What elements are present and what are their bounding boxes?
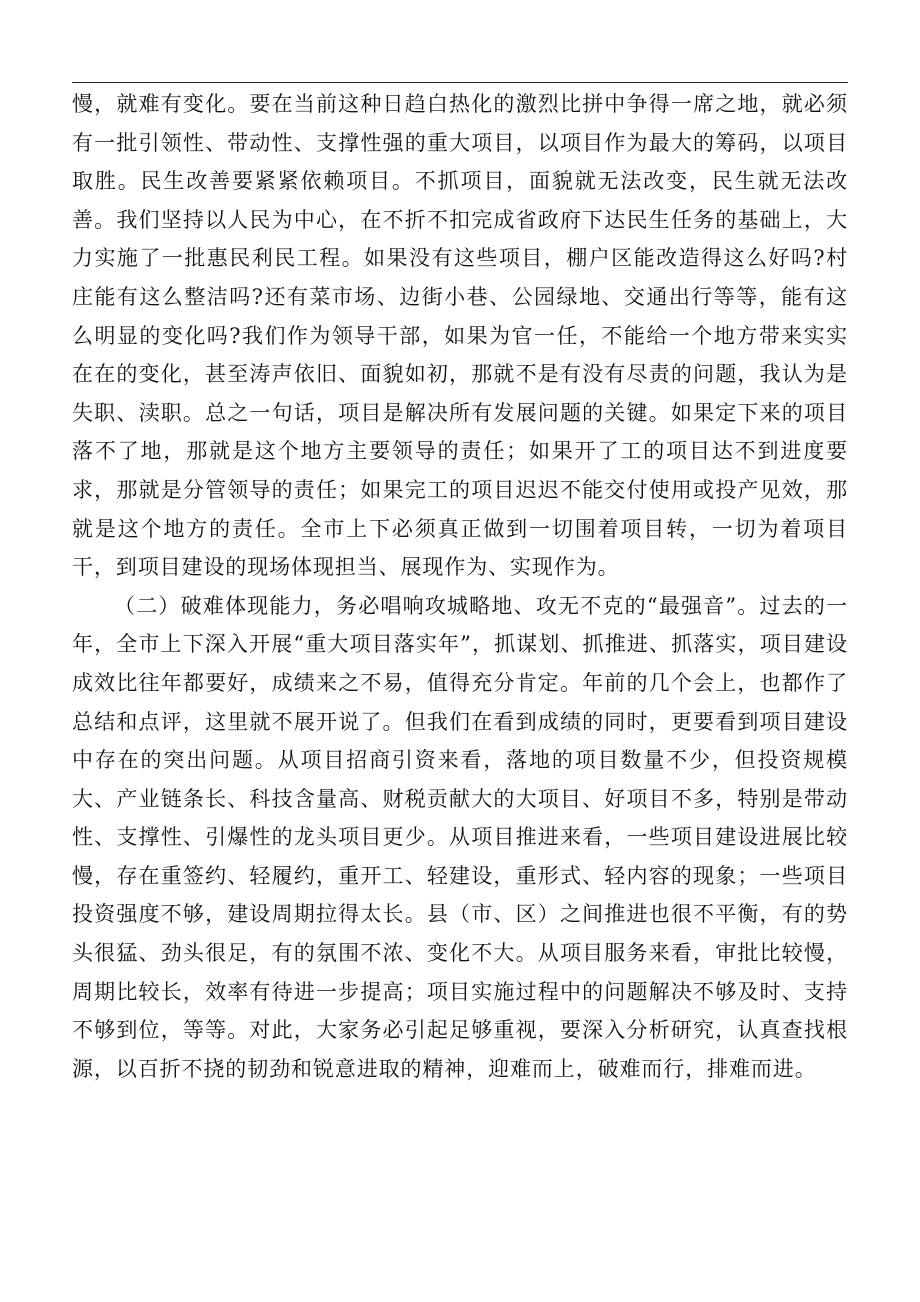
paragraph-section-two: （二）破难体现能力，务必唱响攻城略地、攻无不克的“最强音”。过去的一年，全市上下深入开展“重大项目落实年”，抓谋划、抓推进、抓落实，项目建设成效比往年都要好，成绩来之不易，值得充分肯定。年前的几个会上，也都作了总结和点评，这里就不展开说了。但我们在看到成绩的同时，更要看到项目建设中存在的突出问题。从项目招商引资来看，落地的项目数量不少，但投资规模大、产业链条长、科技含量高、财税贡献大的大项目、好项目不多，特别是带动性、支撑性、引爆性的龙头项目更少。从项目推进来看，一些项目建设进展比较慢，存在重签约、轻履约，重开工、轻建设，重形式、轻内容的现象；一些项目投资强度不够，建设周期拉得太长。县（市、区）之间推进也很不平衡，有的势头很猛、劲头很足，有的氛围不浓、变化不大。从项目服务来看，审批比较慢，周期比较长，效率有待进一步提高；项目实施过程中的问题解决不够及时、支持不够到位，等等。对此，大家务必引起足够重视，要深入分析研究，认真查找根源，以百折不挠的韧劲和锐意进取的精神，迎难而上，破难而行，排难而进。 (72, 593, 848, 1081)
paragraph-continued: 慢，就难有变化。要在当前这种日趋白热化的激烈比拼中争得一席之地，就必须有一批引领性、带动性、支撑性强的重大项目，以项目作为最大的筹码，以项目取胜。民生改善要紧紧依赖项目。不抓项目，面貌就无法改变，民生就无法改善。我们坚持以人民为中心，在不折不扣完成省政府下达民生任务的基础上，大力实施了一批惠民利民工程。如果没有这些项目，棚户区能改造得这么好吗?村庄能有这么整洁吗?还有菜市场、边街小巷、公园绿地、交通出行等等，能有这么明显的变化吗?我们作为领导干部，如果为官一任，不能给一个地方带来实实在在的变化，甚至涛声依旧、面貌如初，那就不是有没有尽责的问题，我认为是失职、渎职。总之一句话，项目是解决所有发展问题的关键。如果定下来的项目落不了地，那就是这个地方主要领导的责任；如果开了工的项目达不到进度要求，那就是分管领导的责任；如果完工的项目迟迟不能交付使用或投产见效，那就是这个地方的责任。全市上下必须真正做到一切围着项目转，一切为着项目干，到项目建设的现场体现担当、展现作为、实现作为。 (72, 92, 848, 580)
header-rule (72, 82, 848, 83)
document-body (72, 85, 848, 1088)
